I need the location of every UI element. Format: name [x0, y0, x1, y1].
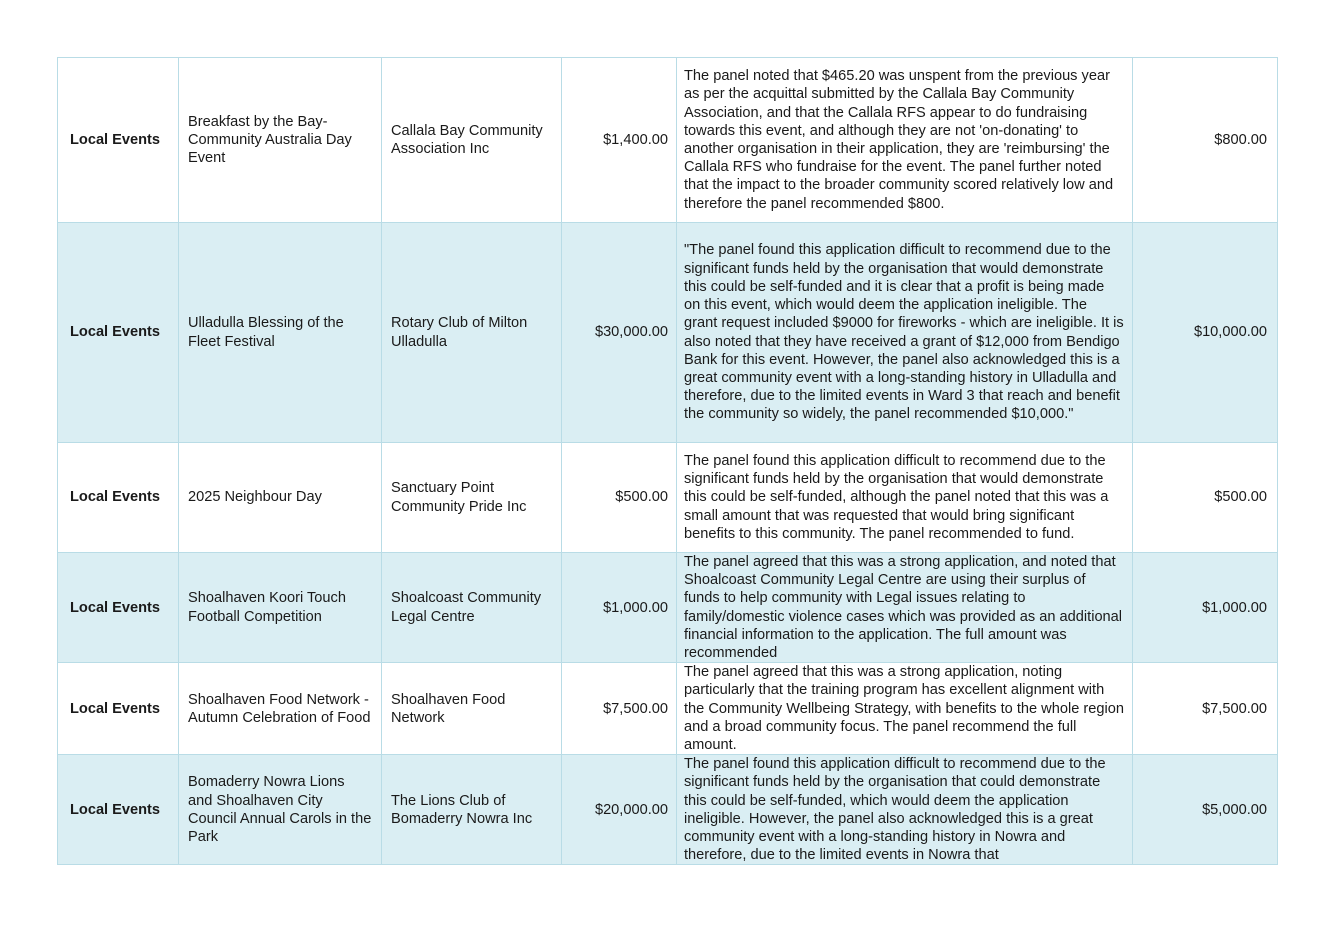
category-cell: Local Events: [58, 58, 179, 223]
amount-recommended-cell: $10,000.00: [1133, 223, 1278, 443]
event-name-cell: Shoalhaven Food Network - Autumn Celebration of Food: [179, 663, 382, 755]
event-name-cell: Shoalhaven Koori Touch Football Competition: [179, 553, 382, 663]
category-cell: Local Events: [58, 443, 179, 553]
amount-requested-cell: $1,400.00: [562, 58, 677, 223]
category-cell: Local Events: [58, 755, 179, 865]
amount-recommended-cell: $7,500.00: [1133, 663, 1278, 755]
category-cell: Local Events: [58, 663, 179, 755]
panel-comment-cell: The panel agreed that this was a strong application, noting particularly that the training program has excellent alignment with the Community Wellbeing Strategy, with benefits to the whole region and a broad community focus. The panel recommend the full amount.: [677, 663, 1133, 755]
panel-comment-cell: The panel found this application difficult to recommend due to the significant funds held by the organisation that could demonstrate this could be self-funded, which would deem the application ineligible. However, the panel also acknowledged this is a great community event with a long-standing history in Nowra and therefore, due to the limited events in Nowra that: [677, 755, 1133, 865]
table-row: [58, 58, 1278, 223]
panel-comment-cell: The panel agreed that this was a strong application, and noted that Shoalcoast Community Legal Centre are using their surplus of funds to help community with Legal issues relating to family/domestic violence cases which was provided as an additional financial information to the application. The full amount was recommended: [677, 553, 1133, 663]
organisation-cell: Shoalcoast Community Legal Centre: [382, 553, 562, 663]
event-name-cell: Ulladulla Blessing of the Fleet Festival: [179, 223, 382, 443]
organisation-cell: Sanctuary Point Community Pride Inc: [382, 443, 562, 553]
organisation-cell: Rotary Club of Milton Ulladulla: [382, 223, 562, 443]
amount-requested-cell: $7,500.00: [562, 663, 677, 755]
table-row: [58, 663, 1278, 755]
amount-requested-cell: $1,000.00: [562, 553, 677, 663]
table-row: [58, 553, 1278, 663]
organisation-cell: The Lions Club of Bomaderry Nowra Inc: [382, 755, 562, 865]
event-name-cell: Bomaderry Nowra Lions and Shoalhaven City Council Annual Carols in the Park: [179, 755, 382, 865]
grants-table: [57, 57, 1278, 865]
category-cell: Local Events: [58, 553, 179, 663]
category-cell: Local Events: [58, 223, 179, 443]
organisation-cell: Shoalhaven Food Network: [382, 663, 562, 755]
event-name-cell: Breakfast by the Bay- Community Australia Day Event: [179, 58, 382, 223]
table-row: [58, 223, 1278, 443]
amount-recommended-cell: $1,000.00: [1133, 553, 1278, 663]
amount-recommended-cell: $500.00: [1133, 443, 1278, 553]
amount-requested-cell: $30,000.00: [562, 223, 677, 443]
amount-requested-cell: $20,000.00: [562, 755, 677, 865]
organisation-cell: Callala Bay Community Association Inc: [382, 58, 562, 223]
amount-recommended-cell: $5,000.00: [1133, 755, 1278, 865]
panel-comment-cell: The panel noted that $465.20 was unspent from the previous year as per the acquittal submitted by the Callala Bay Community Association, and that the Callala RFS appear to do fundraising towards this event, and although they are not 'on-donating' to another organisation in their application, they are 'reimbursing' the Callala RFS who fundraise for the event. The panel further noted that the impact to the broader community scored relatively low and therefore the panel recommended $800.: [677, 58, 1133, 223]
panel-comment-cell: The panel found this application difficult to recommend due to the significant funds held by the organisation that would demonstrate this could be self-funded, although the panel noted that this was a small amount that was requested that would bring significant benefits to this community. The panel recommended to fund.: [677, 443, 1133, 553]
amount-requested-cell: $500.00: [562, 443, 677, 553]
event-name-cell: 2025 Neighbour Day: [179, 443, 382, 553]
amount-recommended-cell: $800.00: [1133, 58, 1278, 223]
panel-comment-cell: "The panel found this application difficult to recommend due to the significant funds held by the organisation that would demonstrate this could be self-funded and it is clear that a profit is being made on this event, which would deem the application ineligible. The grant request included $9000 for fireworks - which are ineligible. It is also noted that they have received a grant of $12,000 from Bendigo Bank for this event. However, the panel also acknowledged this is a great community event with a long-standing history in Ulladulla and therefore, due to the limited events in Ward 3 that reach and benefit the community so widely, the panel recommended $10,000.": [677, 223, 1133, 443]
table-row: [58, 443, 1278, 553]
table-row: [58, 755, 1278, 865]
